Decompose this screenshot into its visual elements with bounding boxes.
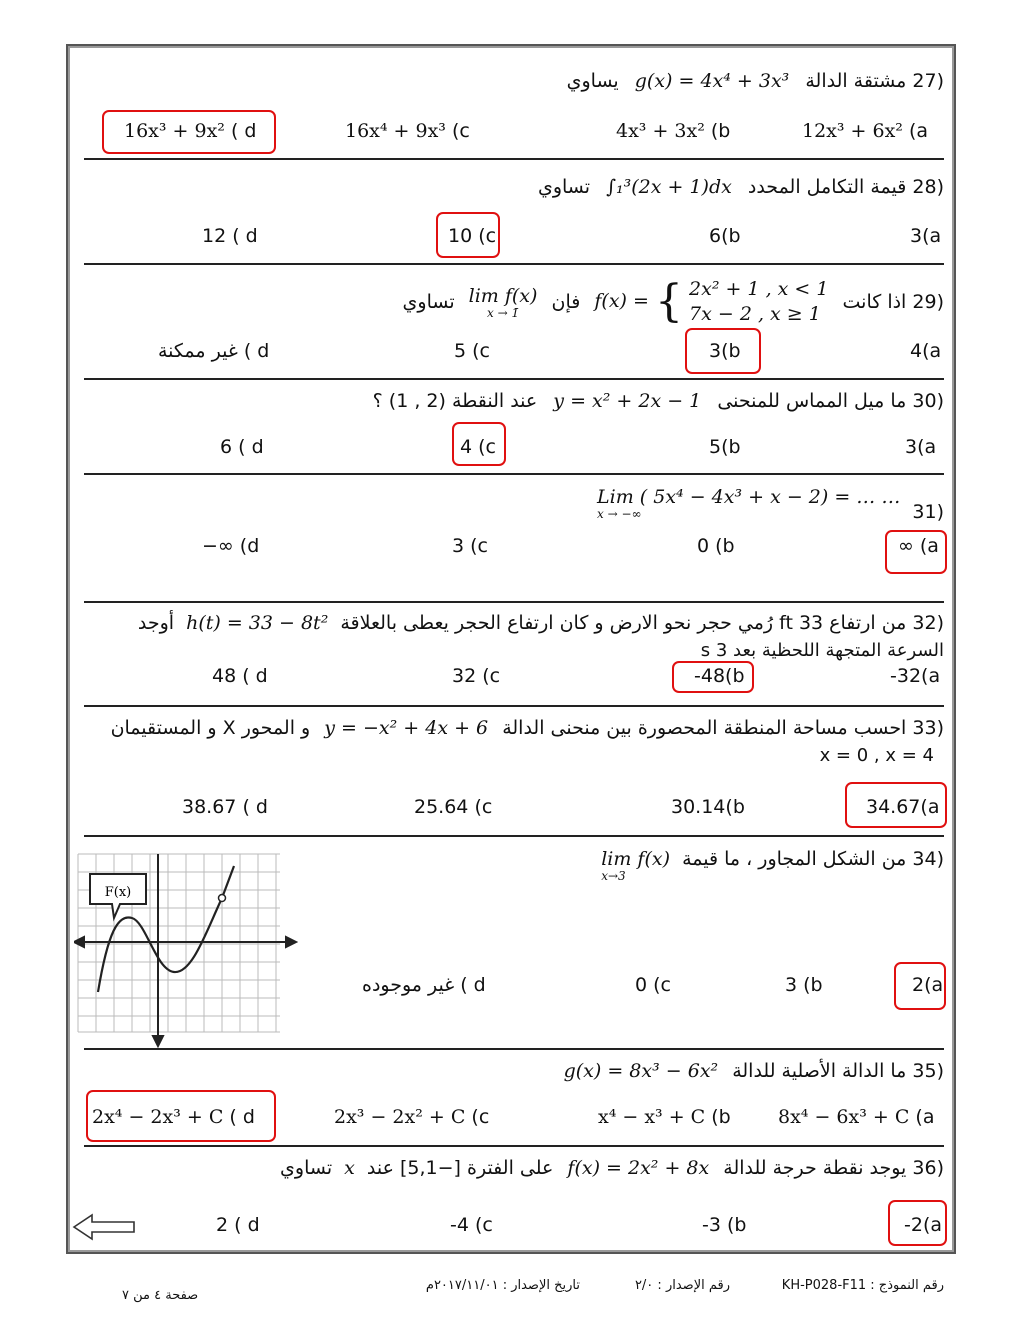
option-32-b[interactable]: -48(b [694, 665, 745, 687]
footer-version: رقم الإصدار : ٢/٠ [634, 1278, 730, 1293]
option-36-d[interactable]: 2 ( d [216, 1214, 260, 1236]
answer-highlight-34 [894, 962, 946, 1010]
option-27-d[interactable]: 16x³ + 9x² ( d [124, 120, 257, 142]
left-arrow-icon[interactable] [72, 1212, 136, 1242]
option-35-b[interactable]: x⁴ − x³ + C (b [598, 1106, 731, 1128]
separator [84, 378, 944, 380]
option-29-c[interactable]: 5 (c [454, 340, 490, 362]
option-28-b[interactable]: 6(b [709, 225, 741, 247]
question-30-stem: (30 ما ميل المماس للمنحنى y = x² + 2x − 1 عند النقطة (2 , 1) ؟ [372, 390, 944, 412]
question-29-stem: (29 اذا كانت f(x) = { 2x² + 1 , x < 1 7x − 2 , x ≥ 1 فإن lim f(x) x → 1̄ تساوي [402, 276, 944, 327]
option-32-c[interactable]: 32 (c [452, 665, 501, 687]
option-36-c[interactable]: -4 (c [450, 1214, 493, 1236]
question-34-stem: (34 من الشكل المجاور ، ما قيمة lim f(x) x→3 [601, 848, 944, 883]
option-31-b[interactable]: 0 (b [697, 535, 735, 557]
option-36-b[interactable]: -3 (b [702, 1214, 747, 1236]
option-36-a[interactable]: -2(a [904, 1214, 943, 1236]
answer-highlight-30 [452, 422, 506, 466]
answer-highlight-28 [436, 212, 500, 258]
option-32-a[interactable]: -32(a [890, 665, 941, 687]
separator [84, 158, 944, 160]
option-33-a[interactable]: 34.67(a [866, 796, 940, 818]
separator [84, 601, 944, 603]
option-30-c[interactable]: 4 (c [460, 436, 496, 458]
question-35-stem: (35 ما الدالة الأصلية للدالة g(x) = 8x³ − 6x² [563, 1060, 944, 1082]
answer-highlight-31 [885, 530, 947, 574]
question-33-line2: x = 0 , x = 4 [819, 745, 934, 766]
option-30-a[interactable]: 3(a [905, 436, 937, 458]
footer-date: تاريخ الإصدار : ٢٠١٧/١١/٠١م [425, 1278, 580, 1293]
separator [84, 835, 944, 837]
option-27-a[interactable]: 12x³ + 6x² (a [802, 120, 929, 142]
separator [84, 705, 944, 707]
answer-highlight-36 [888, 1200, 947, 1246]
option-31-a[interactable]: ∞ (a [898, 535, 939, 557]
separator [84, 263, 944, 265]
option-29-d[interactable]: غير ممكنة ( d [158, 340, 270, 362]
option-27-b[interactable]: 4x³ + 3x² (b [616, 120, 731, 142]
answer-highlight-35 [86, 1090, 276, 1142]
answer-highlight-29 [685, 328, 761, 374]
option-30-d[interactable]: 6 ( d [220, 436, 264, 458]
option-30-b[interactable]: 5(b [709, 436, 741, 458]
question-32-line2: السرعة المتجهة اللحظية بعد 3 s [700, 640, 944, 661]
answer-highlight-27 [102, 110, 276, 154]
answer-highlight-32 [672, 661, 754, 693]
option-31-d[interactable]: −∞ (d [202, 535, 260, 557]
option-33-d[interactable]: 38.67 ( d [182, 796, 268, 818]
option-28-a[interactable]: 3(a [910, 225, 942, 247]
option-34-a[interactable]: 2(a [912, 974, 944, 996]
option-33-b[interactable]: 30.14(b [671, 796, 745, 818]
option-29-b[interactable]: 3(b [709, 340, 741, 362]
option-27-c[interactable]: 16x⁴ + 9x³ (c [345, 120, 470, 142]
option-29-a[interactable]: 4(a [910, 340, 942, 362]
option-34-b[interactable]: 3 (b [785, 974, 823, 996]
footer-model: رقم النموذج : KH-P028-F11 [781, 1278, 944, 1293]
option-35-c[interactable]: 2x³ − 2x² + C (c [334, 1106, 490, 1128]
option-33-c[interactable]: 25.64 (c [414, 796, 493, 818]
answer-highlight-33 [845, 782, 947, 828]
question-28-stem: (28 قيمة التكامل المحدد ∫₁³(2x + 1)dx تساوي [537, 176, 944, 198]
option-34-c[interactable]: 0 (c [635, 974, 671, 996]
question-31-stem: (31 Lim ( 5x⁴ − 4x³ + x − 2) = … … x → −∞ [597, 486, 944, 523]
option-28-c[interactable]: 10 (c [448, 225, 497, 247]
separator [84, 1145, 944, 1147]
function-graph [74, 852, 298, 1048]
footer-page: صفحة ٤ من ٧ [122, 1288, 199, 1303]
question-27-stem: (27 مشتقة الدالة g(x) = 4x⁴ + 3x³ يساوي [566, 70, 944, 92]
question-32-stem: (32 من ارتفاع ft 33 رُمي حجر نحو الارض و كان ارتفاع الحجر يعطى بالعلاقة h(t) = 33 − 8t² أوجد [137, 612, 944, 634]
option-28-d[interactable]: 12 ( d [202, 225, 258, 247]
option-35-d[interactable]: 2x⁴ − 2x³ + C ( d [92, 1106, 255, 1128]
option-31-c[interactable]: 3 (c [452, 535, 488, 557]
question-36-stem: (36 يوجد نقطة حرجة للدالة f(x) = 2x² + 8x على الفترة [−5,1] عند x تساوي [280, 1157, 944, 1179]
option-32-d[interactable]: 48 ( d [212, 665, 268, 687]
question-33-stem: (33 احسب مساحة المنطقة المحصورة بين منحنى الدالة y = −x² + 4x + 6 و المحور X و المستقيمان [110, 717, 944, 739]
option-35-a[interactable]: 8x⁴ − 6x³ + C (a [778, 1106, 935, 1128]
option-34-d[interactable]: غير موجوده ( d [362, 974, 486, 996]
graph-label: F(x) [104, 885, 132, 900]
separator [84, 473, 944, 475]
separator [84, 1048, 944, 1050]
